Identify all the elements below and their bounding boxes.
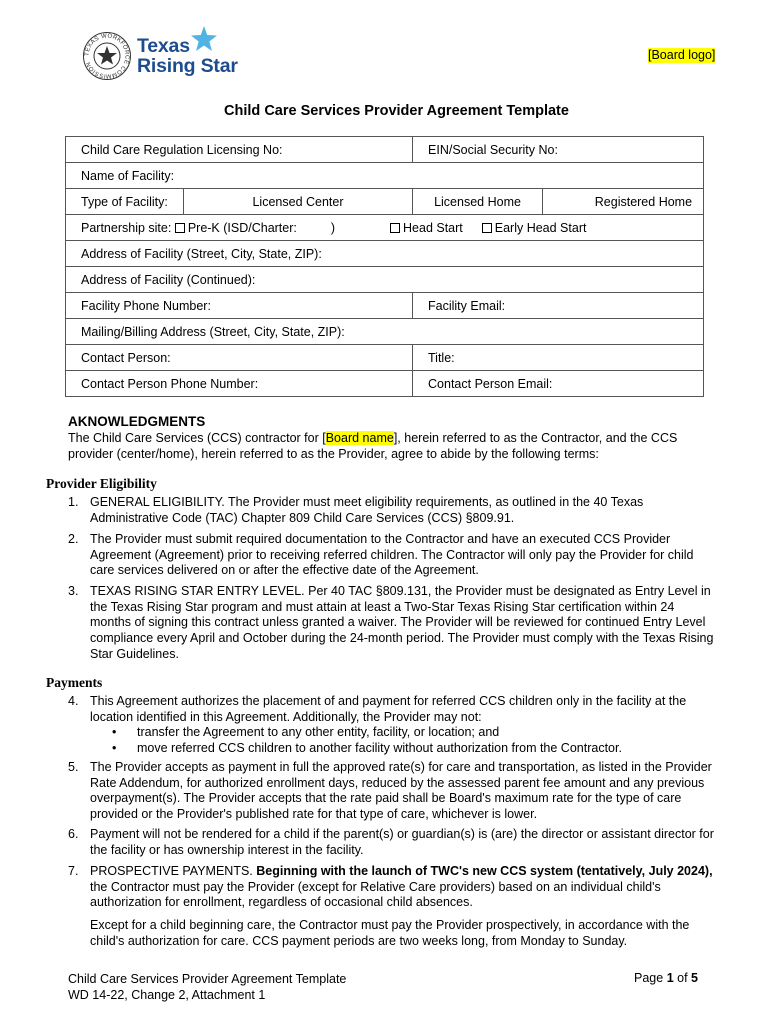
item-number: 7. xyxy=(68,864,79,878)
page-title: Child Care Services Provider Agreement Template xyxy=(224,103,569,119)
prek-close: ) xyxy=(330,220,336,235)
early-head-start-checkbox[interactable] xyxy=(482,223,492,233)
board-logo-placeholder: [Board logo] xyxy=(648,48,716,62)
licensing-no-field[interactable]: Child Care Regulation Licensing No: xyxy=(66,137,413,163)
seal-text: TEXAS WORKFORCE COMMISSION xyxy=(84,33,130,79)
list-item xyxy=(68,532,723,579)
licensed-home-label: Licensed Home xyxy=(434,194,521,209)
item-number: 2. xyxy=(68,532,79,546)
eligibility-heading: Provider Eligibility xyxy=(46,476,157,491)
contact-phone-field[interactable]: Contact Person Phone Number: xyxy=(66,371,413,397)
item-line: TEXAS RISING STAR ENTRY LEVEL. Per 40 TAC §809.131, the Provider must be designated as Entry Level in xyxy=(90,584,711,598)
item-number: 1. xyxy=(68,495,79,509)
facility-type-label: Type of Facility: xyxy=(66,189,184,215)
list-item xyxy=(68,827,723,858)
licensed-center-option[interactable]: Licensed Center xyxy=(184,189,413,215)
ein-field[interactable]: EIN/Social Security No: xyxy=(413,137,704,163)
list-item xyxy=(68,694,723,757)
item-line: Except for a child beginning care, the Contractor must pay the Provider prospectively, in accordance with the xyxy=(90,918,690,933)
item-line: GENERAL ELIGIBILITY. The Provider must meet eligibility requirements, as outlined in the 40 Texas xyxy=(90,495,644,509)
item-line: This Agreement authorizes the placement of and payment for referred CCS children only in the facility at the xyxy=(90,694,687,708)
list-item xyxy=(68,760,723,823)
item-line: The Provider must submit required documentation to the Contractor and have an executed CCS Provider xyxy=(90,532,671,546)
head-start-label: Head Start xyxy=(403,220,463,235)
footer-doc-title: Child Care Services Provider Agreement Template xyxy=(68,972,347,986)
item-line: the Texas Rising Star program and must attain at least a Two-Star Texas Rising Star certification within 24 xyxy=(90,599,675,614)
prek-label: Pre-K (ISD/Charter: xyxy=(187,220,297,235)
list-item xyxy=(68,495,723,526)
ack-pre: The Child Care Services (CCS) contractor for [ xyxy=(68,431,326,445)
ack-line1-post: ], herein referred to as the Contractor, and the CCS xyxy=(393,431,678,445)
item-line: location identified in this Agreement. Additionally, the Provider may not: xyxy=(90,709,482,724)
item-number: 4. xyxy=(68,694,79,708)
item-line: Administrative Code (TAC) Chapter 809 Child Care Services (CCS) §809.91. xyxy=(90,510,515,525)
list-item xyxy=(68,584,723,663)
page-label: Page xyxy=(634,971,664,985)
provider-info-table xyxy=(65,136,704,397)
prek-checkbox[interactable] xyxy=(175,223,185,233)
list-item xyxy=(68,864,723,950)
bullet-dot: • xyxy=(112,725,117,740)
brand-line-1: Texas xyxy=(137,35,190,57)
item-line: Agreement (Agreement) prior to receiving referred children. The Contractor will only pay the Provider for child xyxy=(90,547,694,562)
item-line: authorization for enrollment, regardless of occasional child absences. xyxy=(90,895,473,910)
twc-seal-logo xyxy=(82,31,132,81)
item-line: compliance every April and October during the 24-month period. The Provider must comply with the Texas Rising xyxy=(90,631,714,646)
item-line: Rate Addendum, for authorized enrollment days, reduced by the assessed parent fee amount and any previous xyxy=(90,775,705,790)
page-current: 1 xyxy=(666,971,674,985)
footer-doc-info xyxy=(68,971,346,1003)
item-number: 3. xyxy=(68,584,79,598)
item-line: overpayment(s). The Provider accepts that the rate paid shall be Board's maximum rate for the type of care xyxy=(90,791,682,806)
early-head-start-label: Early Head Start xyxy=(494,220,587,235)
bullet-text: transfer the Agreement to any other entity, facility, or location; and xyxy=(137,725,500,740)
texas-rising-star-logo xyxy=(137,36,238,76)
page-of: of xyxy=(677,971,688,985)
bullet-item xyxy=(90,741,723,757)
item-line: Star Guidelines. xyxy=(90,646,179,661)
item-number: 5. xyxy=(68,760,79,774)
acknowledgments-text xyxy=(68,430,708,462)
contact-person-field[interactable]: Contact Person: xyxy=(66,345,413,371)
contact-title-field[interactable]: Title: xyxy=(413,345,704,371)
brand-line-2: Rising Star xyxy=(137,55,238,77)
bullet-item xyxy=(90,725,723,741)
item7-bold: Beginning with the launch of TWC's new CCS system (tentatively, July 2024), xyxy=(256,864,713,878)
facility-email-field[interactable]: Facility Email: xyxy=(413,293,704,319)
item-number: 6. xyxy=(68,827,79,841)
facility-name-field[interactable]: Name of Facility: xyxy=(66,163,704,189)
address-continued-field[interactable]: Address of Facility (Continued): xyxy=(66,267,704,293)
page-total: 5 xyxy=(691,971,698,985)
bullet-dot: • xyxy=(112,741,117,756)
item-line: Payment will not be rendered for a child if the parent(s) or guardian(s) is (are) the director or assistant director for xyxy=(90,827,714,841)
mailing-address-field[interactable]: Mailing/Billing Address (Street, City, State, ZIP): xyxy=(66,319,704,345)
page-number xyxy=(634,971,698,985)
item-line: child's authorization for care. CCS payment periods are two weeks long, from Monday to Sunday. xyxy=(90,933,628,948)
bullet-text: move referred CCS children to another facility without authorization from the Contractor. xyxy=(137,741,622,756)
payments-heading: Payments xyxy=(46,675,103,690)
address-field[interactable]: Address of Facility (Street, City, State, ZIP): xyxy=(66,241,704,267)
footer-doc-id: WD 14-22, Change 2, Attachment 1 xyxy=(68,988,266,1002)
ack-line2: provider (center/home), herein referred to as the Provider, agree to abide by the following terms: xyxy=(68,447,599,461)
acknowledgments-heading: AKNOWLEDGMENTS xyxy=(68,414,206,429)
licensed-home-option[interactable] xyxy=(413,189,543,215)
contact-email-field[interactable]: Contact Person Email: xyxy=(413,371,704,397)
item-line: care services delivered on or after the effective date of the Agreement. xyxy=(90,563,479,578)
board-name-placeholder: Board name xyxy=(325,431,394,445)
item-line: the Contractor must pay the Provider (except for Relative Care providers) based on an individual child's xyxy=(90,879,661,894)
partnership-label: Partnership site: xyxy=(81,220,172,235)
registered-home-option[interactable]: Registered Home xyxy=(543,189,704,215)
head-start-checkbox[interactable] xyxy=(390,223,400,233)
item7-lead: PROSPECTIVE PAYMENTS. xyxy=(90,864,257,878)
item-line: months of signing this contract unless granted a waiver. The Provider will be reviewed for continued Entry Level xyxy=(90,615,706,630)
item-line: provided or the Provider's published rate for that type of care, whichever is lower. xyxy=(90,807,538,822)
item-line: The Provider accepts as payment in full the approved rate(s) for care and transportation, as listed in the Provider xyxy=(90,760,712,774)
facility-phone-field[interactable]: Facility Phone Number: xyxy=(66,293,413,319)
item-line: the facility or has ownership interest in the facility. xyxy=(90,842,364,857)
partnership-site-row xyxy=(66,215,704,241)
